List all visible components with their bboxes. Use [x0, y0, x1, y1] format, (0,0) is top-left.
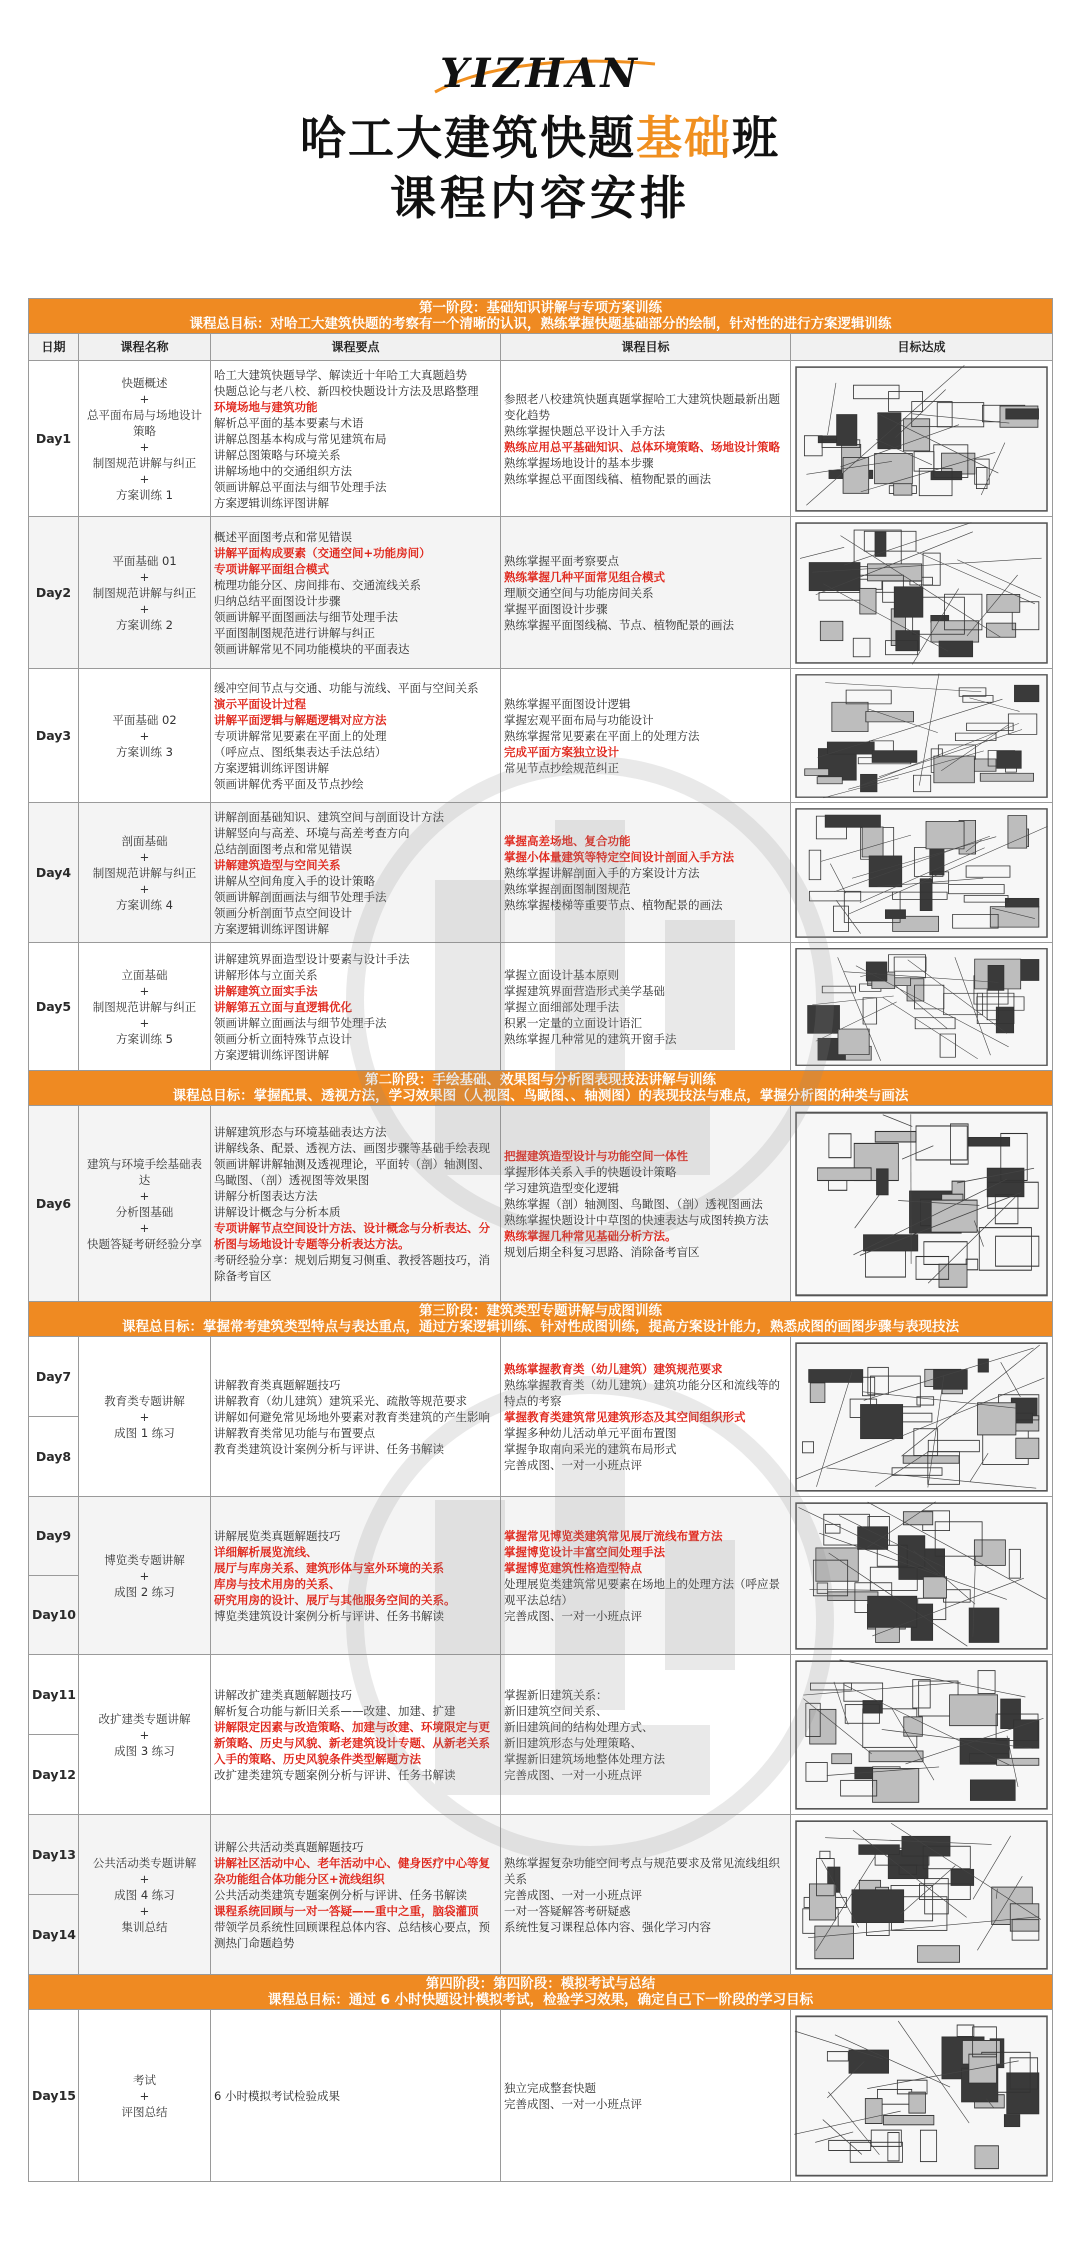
course-name-line: 平面基础 01	[112, 553, 177, 568]
course-point: 领画讲解立面画法与细节处理手法	[214, 1015, 387, 1030]
page-subtitle: 课程内容安排	[390, 171, 690, 225]
course-goal: 理顺交通空间与功能房间关系	[504, 585, 654, 600]
course-goal: 完善成图、一对一小班点评	[504, 1457, 642, 1472]
architecture-drawing-image	[794, 1501, 1049, 1651]
architecture-drawing-image	[794, 521, 1049, 665]
stage-goal: 课程总目标：掌握配景、透视方法，学习效果图（人视图、鸟瞰图、、轴测图）的表现技法与难点，掌握分析图的种类与画法	[172, 1088, 909, 1104]
course-goal: 参照老八校建筑快题真题掌握哈工大建筑快题最新出题变化趋势	[504, 391, 780, 422]
result-image-cell	[791, 2010, 1053, 2182]
table-row	[29, 943, 1053, 1071]
course-point: 环境场地与建筑功能	[214, 399, 318, 414]
course-points-cell	[211, 1497, 501, 1655]
course-point: 讲解第五立面与直逻辑优化	[214, 999, 352, 1014]
course-name-line: 制图规范讲解与纠正	[92, 455, 197, 470]
stage-goal: 课程总目标：掌握常考建筑类型特点与表达重点，通过方案逻辑训练、针对性成图训练，提高方案设计能力，熟悉成图的画图步骤与表现技法	[122, 1319, 960, 1335]
course-point: 领画分析立面特殊节点设计	[214, 1031, 352, 1046]
drawing-frame	[794, 365, 1049, 513]
course-goal: 掌握博览设计丰富空间处理手法	[504, 1544, 665, 1559]
course-goal: 完善成图、一对一小班点评	[504, 1887, 642, 1902]
architecture-drawing-image	[794, 673, 1049, 799]
course-goals-cell	[501, 1655, 791, 1815]
course-point: 讲解剖面基础知识、建筑空间与剖面设计方法	[214, 809, 444, 824]
course-name-line: +	[139, 1188, 150, 1203]
course-name-line: 制图规范讲解与纠正	[92, 999, 197, 1014]
course-goals-cell	[501, 1337, 791, 1497]
course-goal: 熟练掌握平面图设计逻辑	[504, 696, 631, 711]
course-goal: 熟练掌握快题总平设计入手方法	[504, 423, 665, 438]
day-cell: Day13	[29, 1815, 79, 1895]
stage-goal: 课程总目标：通过 6 小时快题设计模拟考试，检验学习效果，确定自己下一阶段的学习目标	[267, 1992, 814, 2008]
course-point: 讲解建筑形态与环境基础表达方法	[214, 1124, 387, 1139]
course-name-line: 公共活动类专题讲解	[92, 1855, 197, 1870]
course-point: 讲解分析图表达方法	[214, 1188, 318, 1203]
course-points-cell	[211, 1337, 501, 1497]
title-suffix: 班	[732, 111, 780, 165]
title-highlight: 基础	[636, 111, 732, 165]
architecture-drawing-image	[794, 2014, 1049, 2178]
table-row	[29, 1106, 1053, 1302]
course-point: 讲解场地中的交通组织方法	[214, 463, 352, 478]
course-point: 考研经验分享：规划后期复习侧重、教授答题技巧，消除备考盲区	[214, 1252, 490, 1283]
day-cell: Day8	[29, 1417, 79, 1497]
course-goal: 掌握多种幼儿活动单元平面布置图	[504, 1425, 677, 1440]
course-point: 领画讲解讲解轴测及透视理论，平面转（剖）轴测图、鸟瞰图、（剖）透视图等效果图	[214, 1156, 490, 1187]
course-name-line: +	[139, 569, 150, 584]
course-goal: 熟练掌握讲解剖面入手的方案设计方法	[504, 865, 700, 880]
course-name-line: 方案训练 4	[116, 897, 173, 912]
course-goal: 熟练掌握几种常见的建筑开窗手法	[504, 1031, 677, 1046]
course-point: 讲解建筑界面造型设计要素与设计手法	[214, 951, 410, 966]
stage-header-row	[29, 1302, 1053, 1337]
table-row	[29, 1815, 1053, 1895]
architecture-drawing-image	[794, 365, 1049, 513]
drawing-frame	[794, 2014, 1049, 2178]
stage-title: 第四阶段：第四阶段：模拟考试与总结 课程总目标：通过 6 小时快题设计模拟考试，检验学习效果，确定自己下一阶段的学习目标	[29, 1975, 1053, 2010]
course-point: 改扩建类建筑专题案例分析与评讲、任务书解读	[214, 1767, 456, 1782]
table-row	[29, 2010, 1053, 2182]
page-title	[0, 102, 1080, 168]
course-name-line: 分析图基础	[115, 1204, 174, 1219]
course-point: 讲解教育类真题解题技巧	[214, 1377, 341, 1392]
course-point: 领画分析剖面节点空间设计	[214, 905, 352, 920]
course-point: 讲解社区活动中心、老年活动中心、健身医疗中心等复杂功能组合体功能分区+流线组织	[214, 1855, 490, 1886]
drawing-frame	[794, 947, 1049, 1067]
course-name-line: 制图规范讲解与纠正	[92, 865, 197, 880]
course-name-line: 平面基础 02	[112, 712, 177, 727]
course-points-cell	[211, 1655, 501, 1815]
course-point: 讲解建筑立面实手法	[214, 983, 318, 998]
course-name-line: +	[139, 881, 150, 896]
title-prefix: 哈工大建筑快题	[300, 111, 636, 165]
course-name-line: +	[139, 391, 150, 406]
course-point: 专项讲解平面组合模式	[214, 561, 329, 576]
course-point: 讲解展览类真题解题技巧	[214, 1528, 341, 1543]
day-cell: Day2	[29, 517, 79, 669]
architecture-drawing-image	[794, 1110, 1049, 1298]
course-name-line: 方案训练 2	[116, 617, 173, 632]
course-name-line: +	[139, 601, 150, 616]
course-name-line: 制图规范讲解与纠正	[92, 585, 197, 600]
table-row	[29, 669, 1053, 803]
course-goals-cell	[501, 1497, 791, 1655]
schedule-table	[28, 298, 1052, 2182]
table-row	[29, 1337, 1053, 1417]
drawing-frame	[794, 673, 1049, 799]
course-goal: 规划后期全科复习思路、消除备考盲区	[504, 1244, 700, 1259]
course-point: 展厅与库房关系、建筑形体与室外环境的关系	[214, 1560, 444, 1575]
course-goal: 完善成图、一对一小班点评	[504, 1608, 642, 1623]
column-header: 目标达成	[791, 334, 1053, 361]
course-name-line: 成图 1 练习	[114, 1425, 175, 1440]
course-points-cell	[211, 361, 501, 517]
day-cell: Day14	[29, 1895, 79, 1975]
course-name-line: 成图 3 练习	[114, 1743, 175, 1758]
course-name-cell	[79, 1337, 211, 1497]
result-image-cell	[791, 361, 1053, 517]
course-points-cell	[211, 2010, 501, 2182]
course-point: 领画讲解总平面法与细节处理手法	[214, 479, 387, 494]
architecture-drawing-image	[794, 1659, 1049, 1811]
course-points-cell	[211, 1815, 501, 1975]
course-goal: 掌握立面设计基本原则	[504, 967, 619, 982]
course-name-line: +	[139, 983, 150, 998]
course-goal: 掌握小体量建筑等特定空间设计剖面入手方法	[504, 849, 734, 864]
drawing-frame	[794, 1110, 1049, 1298]
course-point: 方案逻辑训练评图讲解	[214, 495, 329, 510]
course-point: 领画讲解剖面画法与细节处理手法	[214, 889, 387, 904]
course-goal: 积累一定量的立面设计语汇	[504, 1015, 642, 1030]
course-point: 讲解线条、配景、透视方法、画图步骤等基础手绘表现	[214, 1140, 490, 1155]
course-point: 讲解教育类常见功能与布置要点	[214, 1425, 375, 1440]
course-name-line: 博览类专题讲解	[104, 1552, 185, 1567]
course-name-line: +	[139, 2088, 150, 2103]
course-goal: 熟练掌握（剖）轴测图、鸟瞰图、（剖）透视图画法	[504, 1196, 763, 1211]
course-goal: 掌握博览建筑性格造型特点	[504, 1560, 642, 1575]
course-name-line: 教育类专题讲解	[104, 1393, 185, 1408]
course-name-line: +	[139, 1727, 150, 1742]
course-goal: 一对一答疑解答考研疑惑	[504, 1903, 631, 1918]
course-point: 讲解总图基本构成与常见建筑布局	[214, 431, 387, 446]
course-point: 总结剖面图考点和常见错误	[214, 841, 352, 856]
result-image-cell	[791, 803, 1053, 943]
day-cell: Day4	[29, 803, 79, 943]
course-name-line: 立面基础	[121, 967, 168, 982]
course-goal: 掌握教育类建筑常见建筑形态及其空间组织形式	[504, 1409, 746, 1424]
course-points-cell	[211, 669, 501, 803]
course-point: 研究用房的设计、展厅与其他服务空间的关系。	[214, 1592, 456, 1607]
course-name-cell	[79, 803, 211, 943]
course-goal: 掌握争取南向采光的建筑布局形式	[504, 1441, 677, 1456]
course-name-line: +	[139, 1409, 150, 1424]
course-goal: 新旧建筑空间关系、	[504, 1703, 608, 1718]
course-name-line: 评图总结	[121, 2104, 168, 2119]
course-points-cell	[211, 1106, 501, 1302]
course-goal: 熟练掌握楼梯等重要节点、植物配景的画法	[504, 897, 723, 912]
drawing-frame	[794, 1659, 1049, 1811]
day-cell: Day9	[29, 1497, 79, 1576]
course-points-cell	[211, 803, 501, 943]
course-goals-cell	[501, 1106, 791, 1302]
course-goal: 熟练掌握常见要素在平面上的处理方法	[504, 728, 700, 743]
day-cell: Day6	[29, 1106, 79, 1302]
course-goal: 熟练掌握几种常见基础分析方法。	[504, 1228, 677, 1243]
course-goal: 熟练掌握总平面图线稿、植物配景的画法	[504, 471, 711, 486]
course-goal: 完善成图、一对一小班点评	[504, 2096, 642, 2111]
result-image-cell	[791, 1106, 1053, 1302]
course-point: 梳理功能分区、房间排布、交通流线关系	[214, 577, 421, 592]
course-name-line: +	[139, 1015, 150, 1030]
course-point: 讲解教育（幼儿建筑）建筑采光、疏散等规范要求	[214, 1393, 467, 1408]
table-row	[29, 1655, 1053, 1735]
course-goal: 独立完成整套快题	[504, 2080, 596, 2095]
course-goal: 熟练应用总平基础知识、总体环境策略、场地设计策略	[504, 439, 780, 454]
day-cell: Day11	[29, 1655, 79, 1735]
course-name-line: 建筑与环境手绘基础表达	[87, 1156, 202, 1187]
course-name-cell	[79, 1815, 211, 1975]
course-goal: 掌握立面细部处理手法	[504, 999, 619, 1014]
course-point: 教育类建筑设计案例分析与评讲、任务书解读	[214, 1441, 444, 1456]
course-goal: 熟练掌握教育类（幼儿建筑）建筑功能分区和流线等的特点的考察	[504, 1377, 780, 1408]
course-point: 快题总论与老八校、新四校快题设计方法及思路整理	[214, 383, 479, 398]
course-point: 讲解总图策略与环境关系	[214, 447, 341, 462]
course-goal: 常见节点抄绘规范纠正	[504, 760, 619, 775]
course-point: 讲解改扩建类真题解题技巧	[214, 1687, 352, 1702]
course-name-line: +	[139, 1903, 150, 1918]
result-image-cell	[791, 1655, 1053, 1815]
course-name-line: 考试	[133, 2072, 156, 2087]
course-point: 方案逻辑训练评图讲解	[214, 921, 329, 936]
course-goal: 系统性复习课程总体内容、强化学习内容	[504, 1919, 711, 1934]
course-points-cell	[211, 517, 501, 669]
course-point: 讲解限定因素与改造策略、加建与改建、环境限定与更新策略、历史与风貌、新老建筑设计专题、从新老关系入手的策略、历史风貌条件类型解题方法	[214, 1719, 490, 1766]
course-goals-cell	[501, 943, 791, 1071]
course-point: 解析复合功能与新旧关系——改建、加建、扩建	[214, 1703, 456, 1718]
course-point: 详细解析展览流线、	[214, 1544, 318, 1559]
architecture-drawing-image	[794, 807, 1049, 939]
course-goal: 掌握建筑界面营造形式美学基础	[504, 983, 665, 998]
day-cell: Day1	[29, 361, 79, 517]
course-point: 讲解设计概念与分析本质	[214, 1204, 341, 1219]
stage-header-row	[29, 1975, 1053, 2010]
course-goal: 掌握新旧建筑关系：	[504, 1687, 608, 1702]
course-name-line: 改扩建类专题讲解	[98, 1711, 191, 1726]
brand-logo-text: YIZHAN	[440, 50, 640, 97]
course-point: 领画讲解常见不同功能模块的平面表达	[214, 641, 410, 656]
course-name-line: 成图 2 练习	[114, 1584, 175, 1599]
course-point: 归纳总结平面图设计步骤	[214, 593, 341, 608]
course-goals-cell	[501, 803, 791, 943]
course-point: 6 小时模拟考试检验成果	[214, 2088, 340, 2103]
result-image-cell	[791, 669, 1053, 803]
course-point: 专项讲解节点空间设计方法、设计概念与分析表达、分析图与场地设计专题等分析表达方法。	[214, 1220, 490, 1251]
drawing-frame	[794, 1819, 1049, 1971]
page-header	[0, 0, 1080, 290]
result-image-cell	[791, 517, 1053, 669]
course-point: 讲解竖向与高差、环境与高差考查方向	[214, 825, 410, 840]
course-point: 课程系统回顾与一对一答疑——重中之重，脑袋灌顶	[214, 1903, 479, 1918]
course-point: 概述平面图考点和常见错误	[214, 529, 352, 544]
course-name-line: 方案训练 3	[116, 744, 173, 759]
course-goal: 新旧建筑间的结构处理方式、	[504, 1719, 654, 1734]
course-goal: 熟练掌握复杂功能空间考点与规范要求及常见流线组织关系	[504, 1855, 780, 1886]
course-point: 领画讲解优秀平面及节点抄绘	[214, 776, 364, 791]
course-name-cell	[79, 1106, 211, 1302]
course-name-line: +	[139, 471, 150, 486]
course-goal: 熟练掌握快题设计中草图的快速表达与成图转换方法	[504, 1212, 769, 1227]
course-goal: 熟练掌握几种平面常见组合模式	[504, 569, 665, 584]
course-goals-cell	[501, 517, 791, 669]
course-goal: 熟练掌握剖面图制图规范	[504, 881, 631, 896]
course-name-line: +	[139, 439, 150, 454]
course-name-cell	[79, 2010, 211, 2182]
stage-goal: 课程总目标：对哈工大建筑快题的考察有一个清晰的认识，熟练掌握快题基础部分的绘制，针对性的进行方案逻辑训练	[189, 316, 892, 332]
course-goal: 掌握平面图设计步骤	[504, 601, 608, 616]
result-image-cell	[791, 1815, 1053, 1975]
architecture-drawing-image	[794, 947, 1049, 1067]
result-image-cell	[791, 1497, 1053, 1655]
course-name-line: +	[139, 849, 150, 864]
stage-header-row	[29, 299, 1053, 334]
course-goal: 掌握常见博览类建筑常见展厅流线布置方法	[504, 1528, 723, 1543]
drawing-frame	[794, 1341, 1049, 1493]
course-point: 讲解如何避免常见场地外要素对教育类建筑的产生影响	[214, 1409, 490, 1424]
column-header: 课程目标	[501, 334, 791, 361]
course-point: 带领学员系统性回顾课程总体内容、总结核心要点，预测热门命题趋势	[214, 1919, 490, 1950]
course-name-cell	[79, 1655, 211, 1815]
table-row	[29, 361, 1053, 517]
column-header: 课程名称	[79, 334, 211, 361]
architecture-drawing-image	[794, 1341, 1049, 1493]
course-point: 演示平面设计过程	[214, 696, 306, 711]
day-cell: Day15	[29, 2010, 79, 2182]
course-point: （呼应点、图纸集表达手法总结）	[214, 744, 387, 759]
course-point: 讲解平面逻辑与解题逻辑对应方法	[214, 712, 387, 727]
course-point: 公共活动类建筑专题案例分析与评讲、任务书解读	[214, 1887, 467, 1902]
course-name-line: +	[139, 1871, 150, 1886]
course-point: 平面图制图规范进行讲解与纠正	[214, 625, 375, 640]
course-point: 博览类建筑设计案例分析与评讲、任务书解读	[214, 1608, 444, 1623]
column-header: 课程要点	[211, 334, 501, 361]
course-point: 讲解建筑造型与空间关系	[214, 857, 341, 872]
architecture-drawing-image	[794, 1819, 1049, 1971]
course-name-line: 总平面布局与场地设计策略	[87, 407, 202, 438]
table-row	[29, 803, 1053, 943]
course-name-cell	[79, 1497, 211, 1655]
course-goal: 掌握形体关系入手的快题设计策略	[504, 1164, 677, 1179]
table-row	[29, 517, 1053, 669]
table-header-row	[29, 334, 1053, 361]
course-goal: 熟练掌握教育类（幼儿建筑）建筑规范要求	[504, 1361, 723, 1376]
course-goal: 掌握新旧建筑场地整体处理方法	[504, 1751, 665, 1766]
day-cell: Day3	[29, 669, 79, 803]
course-point: 讲解从空间角度入手的设计策略	[214, 873, 375, 888]
course-name-cell	[79, 361, 211, 517]
course-point: 领画讲解平面图画法与细节处理手法	[214, 609, 398, 624]
course-goal: 掌握高差场地、复合功能	[504, 833, 631, 848]
course-goals-cell	[501, 361, 791, 517]
course-goal: 熟练掌握场地设计的基本步骤	[504, 455, 654, 470]
course-point: 讲解形体与立面关系	[214, 967, 318, 982]
course-goal: 处理展览类建筑常见要素在场地上的处理方法（呼应景观平法总结）	[504, 1576, 780, 1607]
drawing-frame	[794, 1501, 1049, 1651]
course-name-line: 剖面基础	[121, 833, 168, 848]
course-point: 讲解公共活动类真题解题技巧	[214, 1839, 364, 1854]
table-row	[29, 1497, 1053, 1576]
course-name-line: 成图 4 练习	[114, 1887, 175, 1902]
course-name-line: +	[139, 1220, 150, 1235]
stage-title: 第三阶段：建筑类型专题讲解与成图训练 课程总目标：掌握常考建筑类型特点与表达重点，通过方案逻辑训练、针对性成图训练，提高方案设计能力，熟悉成图的画图步骤与表现技法	[29, 1302, 1053, 1337]
course-goal: 完善成图、一对一小班点评	[504, 1767, 642, 1782]
course-point: 解析总平面的基本要素与术语	[214, 415, 364, 430]
course-name-line: 方案训练 1	[116, 487, 173, 502]
course-goal: 掌握宏观平面布局与功能设计	[504, 712, 654, 727]
course-name-line: 快题答疑考研经验分享	[87, 1236, 202, 1251]
course-point: 库房与技术用房的关系、	[214, 1576, 341, 1591]
course-name-line: 方案训练 5	[116, 1031, 173, 1046]
drawing-frame	[794, 807, 1049, 939]
course-name-line: +	[139, 728, 150, 743]
course-name-line: 集训总结	[121, 1919, 168, 1934]
course-point: 方案逻辑训练评图讲解	[214, 1047, 329, 1062]
course-name-line: 快题概述	[121, 375, 168, 390]
course-point: 方案逻辑训练评图讲解	[214, 760, 329, 775]
course-points-cell	[211, 943, 501, 1071]
course-goal: 完成平面方案独立设计	[504, 744, 619, 759]
course-goal: 学习建筑造型变化逻辑	[504, 1180, 619, 1195]
course-point: 专项讲解常见要素在平面上的处理	[214, 728, 387, 743]
course-goal: 熟练掌握平面考察要点	[504, 553, 619, 568]
stage-title: 第二阶段：手绘基础、效果图与分析图表现技法讲解与训练 课程总目标：掌握配景、透视方法，学习效果图（人视图、鸟瞰图、、轴测图）的表现技法与难点，掌握分析图的种类与画法	[29, 1071, 1053, 1106]
course-point: 讲解平面构成要素（交通空间+功能房间）	[214, 545, 431, 560]
stage-header-row	[29, 1071, 1053, 1106]
course-point: 哈工大建筑快题导学、解读近十年哈工大真题趋势	[214, 367, 467, 382]
course-goal: 把握建筑造型设计与功能空间一体性	[504, 1148, 688, 1163]
result-image-cell	[791, 1337, 1053, 1497]
result-image-cell	[791, 943, 1053, 1071]
drawing-frame	[794, 521, 1049, 665]
course-goals-cell	[501, 2010, 791, 2182]
day-cell: Day10	[29, 1576, 79, 1655]
course-goal: 新旧建筑形态与处理策略、	[504, 1735, 642, 1750]
stage-title: 第一阶段：基础知识讲解与专项方案训练 课程总目标：对哈工大建筑快题的考察有一个清晰的认识，熟练掌握快题基础部分的绘制，针对性的进行方案逻辑训练	[29, 299, 1053, 334]
course-goals-cell	[501, 1815, 791, 1975]
course-goals-cell	[501, 669, 791, 803]
course-point: 缓冲空间节点与交通、功能与流线、平面与空间关系	[214, 680, 479, 695]
course-name-cell	[79, 943, 211, 1071]
column-header: 日期	[29, 334, 79, 361]
course-goal: 熟练掌握平面图线稿、节点、植物配景的画法	[504, 617, 734, 632]
course-name-cell	[79, 517, 211, 669]
day-cell: Day5	[29, 943, 79, 1071]
course-name-line: +	[139, 1568, 150, 1583]
course-name-cell	[79, 669, 211, 803]
day-cell: Day12	[29, 1735, 79, 1815]
day-cell: Day7	[29, 1337, 79, 1417]
